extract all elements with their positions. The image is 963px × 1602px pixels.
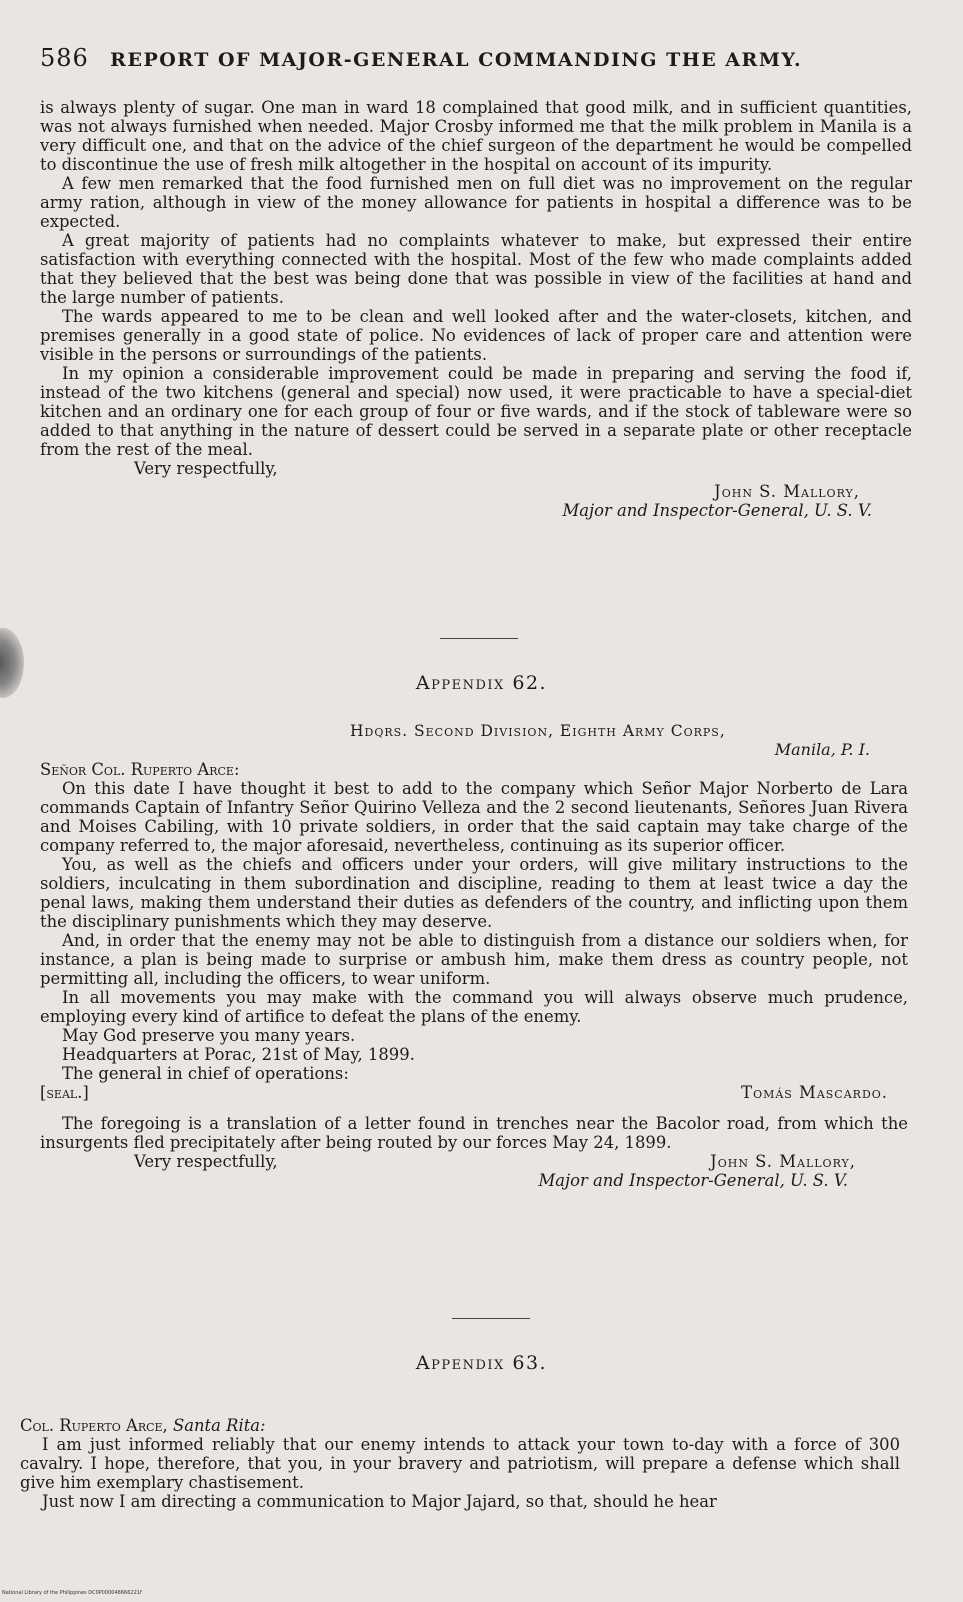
divider [440,638,518,639]
paragraph: May God preserve you many years. [62,1026,356,1045]
general-name: Tomás Mascardo. [741,1083,888,1102]
running-title: REPORT OF MAJOR-GENERAL COMMANDING THE ARMY. [110,49,803,71]
scan-footer: National Library of the Philippines DC0P000048666221f [2,1590,142,1596]
paragraph: A few men remarked that the food furnished men on full diet was no improvement on the regular army ration, although in view of the money allowance for patients in hospital a difference was to be expected. [40,174,912,231]
paragraph: Just now I am directing a communication to Major Jajard, so that, should he hear [42,1492,717,1511]
headquarters-line: Hdqrs. Second Division, Eighth Army Corps, [350,722,726,740]
paragraph: In my opinion a considerable improvement could be made in preparing and serving the food if, instead of the two kitchens (general and special) now used, it were practicable to have a special-diet kitchen and an ordinary one for each group of four or five wards, and if the stock of tableware were so added to that anything in the nature of dessert could be served in a separate plate or other receptacle from the rest of the meal. [40,364,912,459]
closing: Very respectfully, [134,459,278,478]
paragraph: And, in order that the enemy may not be able to distinguish from a distance our soldiers when, for instance, a plan is being made to surprise or ambush him, make them dress as country people, not permitting all, including the officers, to wear uniform. [40,931,908,988]
headquarters-block [350,722,870,759]
addressee-place: Santa Rita: [172,1416,266,1435]
paragraph: I am just informed reliably that our enemy intends to attack your town to-day with a force of 300 cavalry. I hope, therefore, that you, in your bravery and patriotism, will prepare a defense which shall give him exemplary chastisement. [20,1435,900,1492]
closing: Very respectfully, [134,1152,278,1171]
headquarters-place: Manila, P. I. [774,740,870,759]
divider [452,1318,530,1319]
paragraph: On this date I have thought it best to add to the company which Señor Major Norberto de Lara commands Captain of Infantry Señor Quirino Velleza and the 2 second lieutenants, Señores Juan Rivera and Moises Cabiling, with 10 private soldiers, in order that the said captain may take charge of the company referred to, the major aforesaid, nevertheless, continuing as its superior officer. [40,779,908,855]
appendix-63-body [20,1416,900,1511]
translation-note: The foregoing is a translation of a letter found in trenches near the Bacolor road, from which the insurgents fled precipitately after being routed by our forces May 24, 1899. [40,1114,908,1152]
paragraph: The wards appeared to me to be clean and well looked after and the water-closets, kitchen, and premises generally in a good state of police. No evidences of lack of proper care and attention were visible in the persons or surroundings of the patients. [40,307,912,364]
appendix-62-body [40,760,908,1190]
addressee: Señor Col. Ruperto Arce: [40,760,240,779]
signer-name: John S. Mallory, [714,482,860,501]
appendix-62-heading: Appendix 62. [415,672,548,694]
section-1 [40,98,912,520]
paragraph: is always plenty of sugar. One man in ward 18 complained that good milk, and in sufficient quantities, was not always furnished when needed. Major Crosby informed me that the milk problem in Manila is a very difficult one, and that on the advice of the chief surgeon of the department he would be compelled to discontinue the use of fresh milk altogether in the hospital on account of its impurity. [40,98,912,174]
signer-title: Major and Inspector-General, U. S. V. [562,501,872,520]
paragraph: You, as well as the chiefs and officers under your orders, will give military instructions to the soldiers, inculcating in them subordination and discipline, reading to them at least twice a day the penal laws, making them understand their duties as defenders of the country, and inflicting upon them the disciplinary punishments which they may deserve. [40,855,908,931]
seal-mark: [seal.] [40,1083,89,1102]
signer-name: John S. Mallory, [710,1152,856,1171]
signer-title: Major and Inspector-General, U. S. V. [538,1171,848,1190]
paragraph: The general in chief of operations: [62,1064,349,1083]
page-number: 586 [40,44,89,72]
appendix-63-heading: Appendix 63. [415,1352,548,1374]
page-header [40,44,910,72]
seal-line [40,1083,908,1102]
addressee-name: Col. Ruperto Arce, [20,1416,168,1435]
paragraph: A great majority of patients had no complaints whatever to make, but expressed their entire satisfaction with everything connected with the hospital. Most of the few who made complaints added that they believed that the best was being done that was possible in view of the facilities at hand and the large number of patients. [40,231,912,307]
addressee [20,1416,900,1435]
paragraph: In all movements you may make with the command you will always observe much prudence, employing every kind of artifice to defeat the plans of the enemy. [40,988,908,1026]
paragraph: Headquarters at Porac, 21st of May, 1899. [62,1045,415,1064]
